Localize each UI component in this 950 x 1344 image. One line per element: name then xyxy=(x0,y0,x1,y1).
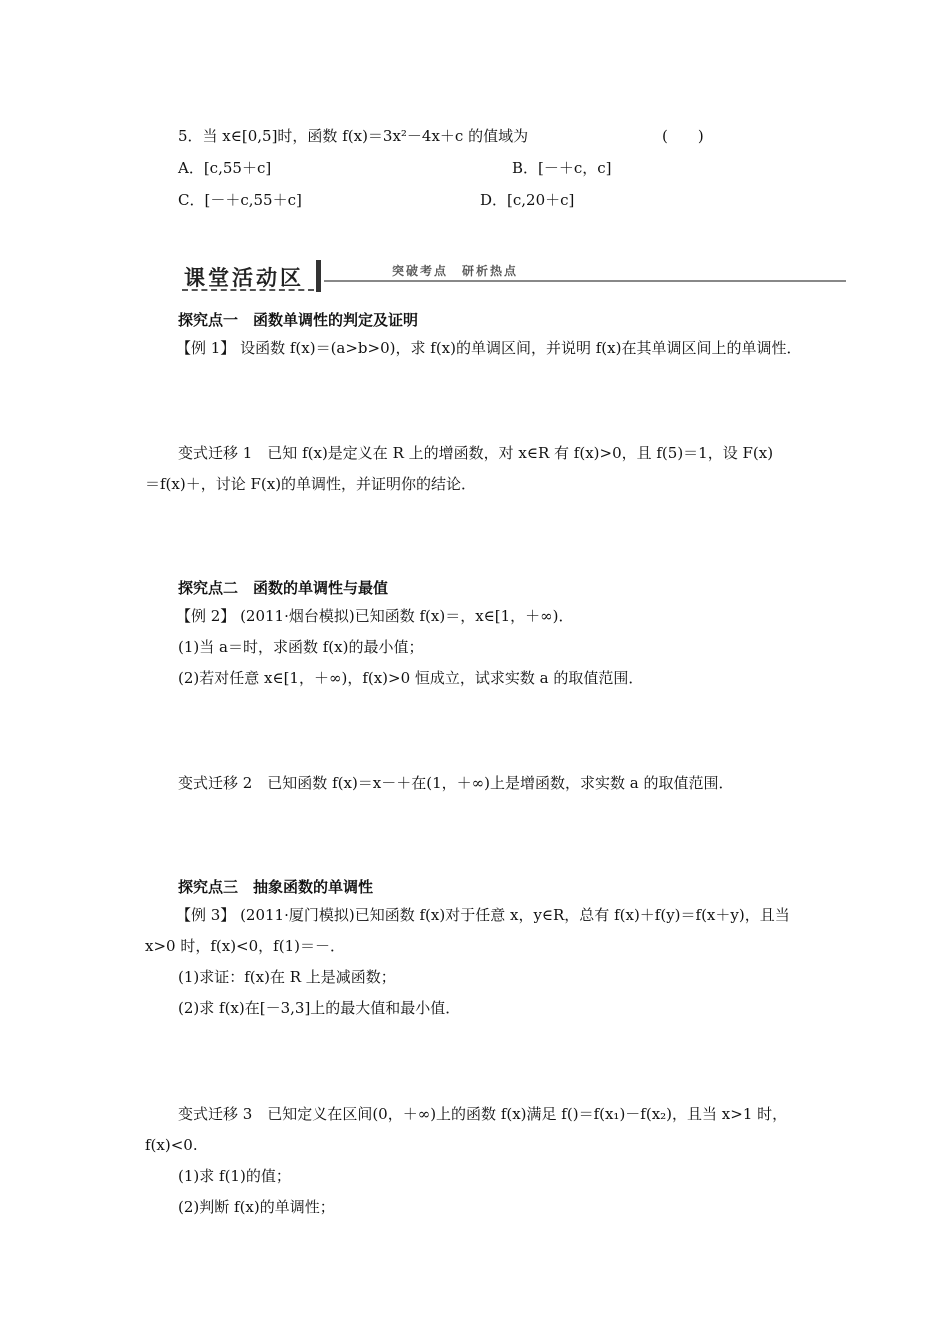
banner-underline xyxy=(182,289,314,291)
example-2-part-1: (1)当 a＝时，求函数 f(x)的最小值； xyxy=(178,638,424,656)
example-3-part-2: (2)求 f(x)在[－3,3]上的最大值和最小值． xyxy=(178,999,461,1017)
banner-subtitle: 突破考点 研析热点 xyxy=(392,264,519,278)
option-c: C．[－＋c,55＋c] xyxy=(178,191,302,209)
option-d: D．[c,20＋c] xyxy=(480,191,575,209)
banner-divider-bar xyxy=(316,260,321,292)
variant-1-line-1: 变式迁移 1 已知 f(x)是定义在 R 上的增函数，对 x∈R 有 f(x)>0，且 f(5)＝1，设 F(x) xyxy=(178,444,774,462)
example-3-line-1: 【例 3】 (2011·厦门模拟)已知函数 f(x)对于任意 x，y∈R，总有 f(x)＋f(y)＝f(x＋y)，且当 xyxy=(176,906,790,924)
example-3-part-1: (1)求证：f(x)在 R 上是减函数； xyxy=(178,968,396,986)
variant-3-line-1: 变式迁移 3 已知定义在区间(0，＋∞)上的函数 f(x)满足 f()＝f(x₁)－f(x₂)，且当 x>1 时， xyxy=(178,1105,788,1123)
variant-3-line-2: f(x)<0. xyxy=(145,1136,198,1154)
example-1: 【例 1】 设函数 f(x)＝(a>b>0)，求 f(x)的单调区间，并说明 f(x)在其单调区间上的单调性． xyxy=(176,339,802,357)
example-3-line-2: x>0 时，f(x)<0，f(1)＝－． xyxy=(145,937,345,955)
option-b: B．[－＋c，c] xyxy=(512,159,612,177)
banner-title: 课堂活动区 xyxy=(184,266,304,290)
question-5: 5．当 x∈[0,5]时，函数 f(x)＝3x²－4x＋c 的值域为 xyxy=(178,127,529,145)
example-2: 【例 2】 (2011·烟台模拟)已知函数 f(x)＝，x∈[1，＋∞)． xyxy=(176,607,574,625)
banner-rule xyxy=(324,280,846,282)
variant-3-part-2: (2)判断 f(x)的单调性； xyxy=(178,1198,335,1216)
option-a: A．[c,55＋c] xyxy=(178,159,272,177)
section-1-title: 探究点一 函数单调性的判定及证明 xyxy=(178,311,419,329)
section-banner xyxy=(178,258,848,294)
section-2-title: 探究点二 函数的单调性与最值 xyxy=(178,579,389,597)
variant-1-line-2: ＝f(x)＋，讨论 F(x)的单调性，并证明你的结论． xyxy=(145,475,477,493)
variant-3-part-1: (1)求 f(1)的值； xyxy=(178,1167,291,1185)
example-2-part-2: (2)若对任意 x∈[1，＋∞)，f(x)>0 恒成立，试求实数 a 的取值范围． xyxy=(178,669,644,687)
section-3-title: 探究点三 抽象函数的单调性 xyxy=(178,878,374,896)
answer-paren: ( ) xyxy=(662,127,704,145)
variant-2: 变式迁移 2 已知函数 f(x)＝x－＋在(1，＋∞)上是增函数，求实数 a 的取值范围． xyxy=(178,774,734,792)
